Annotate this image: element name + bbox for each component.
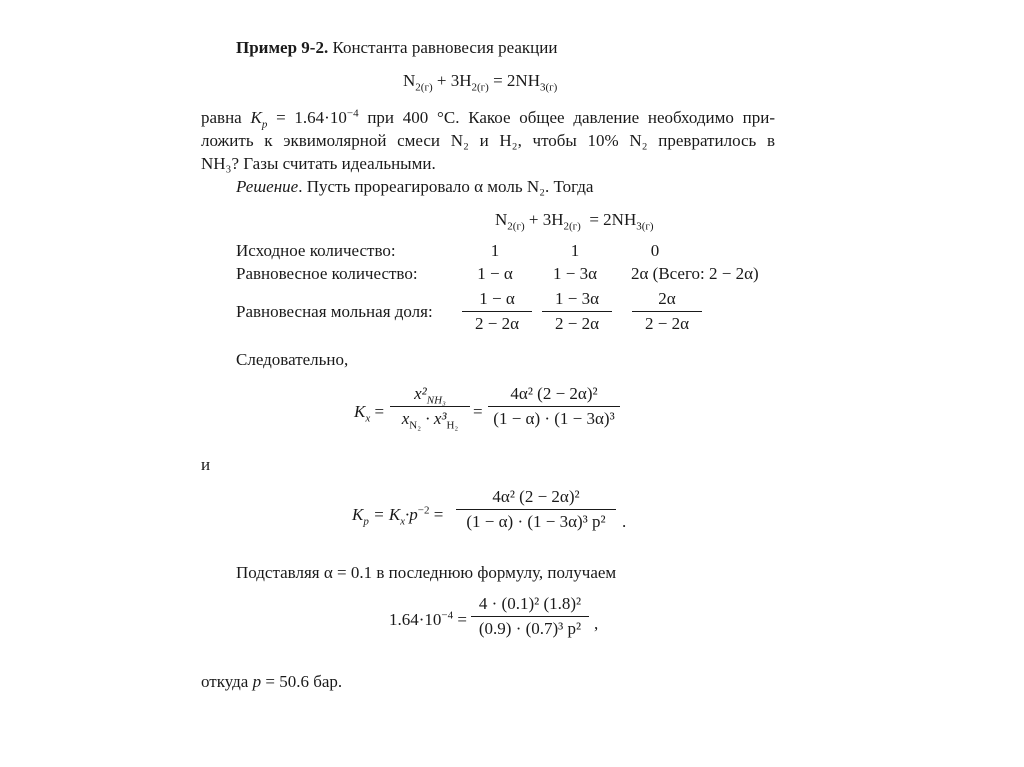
kp-period: . — [622, 512, 627, 531]
molefraction-h2: 1 − 3α 2 − 2α — [542, 289, 612, 334]
kp-lhs: $K_p = K_x\cdot p^{-2}$ = — [352, 504, 444, 528]
kx-equals: = — [473, 402, 483, 421]
solution-intro: Решение. Пусть прореагировало α моль N₂. Тогда — [236, 177, 594, 196]
answer-text: откуда p = 50.6 бар. — [201, 672, 343, 691]
row-initial-h2: 1 — [570, 241, 580, 260]
problem-line-2: ложить к эквимолярной смеси N₂ и H₂, чтобы 10% N₂ превратилось в — [201, 131, 775, 150]
row-equilibrium-n2: 1 − α — [477, 264, 513, 283]
row-initial-nh3: 0 — [650, 241, 660, 260]
table-reaction-header: $N_{2(г)} + 3H_{2(г)} = 2NH_{3(г)}$ — [495, 210, 654, 233]
reaction-equation: $N_{2(г)} + 3H_{2(г)} = 2NH_{3(г)}$ — [403, 71, 558, 94]
example-title-text: Константа равновесия реакции — [328, 38, 558, 57]
kx-lhs: $K_x$ = — [354, 402, 385, 425]
numeric-fraction: 4 · (0.1)² (1.8)² (0.9) · (0.7)³ p² — [471, 594, 589, 639]
example-label: Пример 9-2. — [236, 38, 329, 57]
problem-line-3: NH₃? Газы считать идеальными. — [201, 154, 436, 173]
row-equilibrium-label: Равновесное количество: — [236, 264, 418, 283]
row-molefraction-label: Равновесная мольная доля: — [236, 302, 433, 321]
row-initial-n2: 1 — [490, 241, 500, 260]
example-title — [236, 38, 557, 58]
kx-fraction-2: 4α² (2 − 2α)² (1 − α) · (1 − 3α)³ — [488, 384, 620, 429]
problem-line-1: равна $K_p = 1.64\cdot 10^{-4}$ при 400 °С. Какое общее давление необходимо при- — [201, 107, 776, 131]
and-text: и — [201, 455, 211, 474]
kx-fraction-1: $x^2_{NH_3}$ $x_{N_2} \cdot x^3_{H_2}$ — [390, 384, 470, 429]
row-initial-label: Исходное количество: — [236, 241, 396, 260]
numeric-lhs: $1.64\cdot 10^{-4}$ = — [389, 609, 467, 629]
row-equilibrium-h2: 1 − 3α — [553, 264, 597, 283]
molefraction-nh3: 2α 2 − 2α — [632, 289, 702, 334]
solution-label: Решение — [236, 177, 299, 196]
substitute-text: Подставляя α = 0.1 в последнюю формулу, получаем — [236, 563, 617, 582]
hence-text: Следовательно, — [236, 350, 349, 369]
kp-fraction: 4α² (2 − 2α)² (1 − α) · (1 − 3α)³ p² — [456, 487, 616, 532]
row-equilibrium-nh3: 2α (Всего: 2 − 2α) — [631, 264, 759, 283]
numeric-comma: , — [594, 614, 599, 633]
molefraction-n2: 1 − α 2 − 2α — [462, 289, 532, 334]
